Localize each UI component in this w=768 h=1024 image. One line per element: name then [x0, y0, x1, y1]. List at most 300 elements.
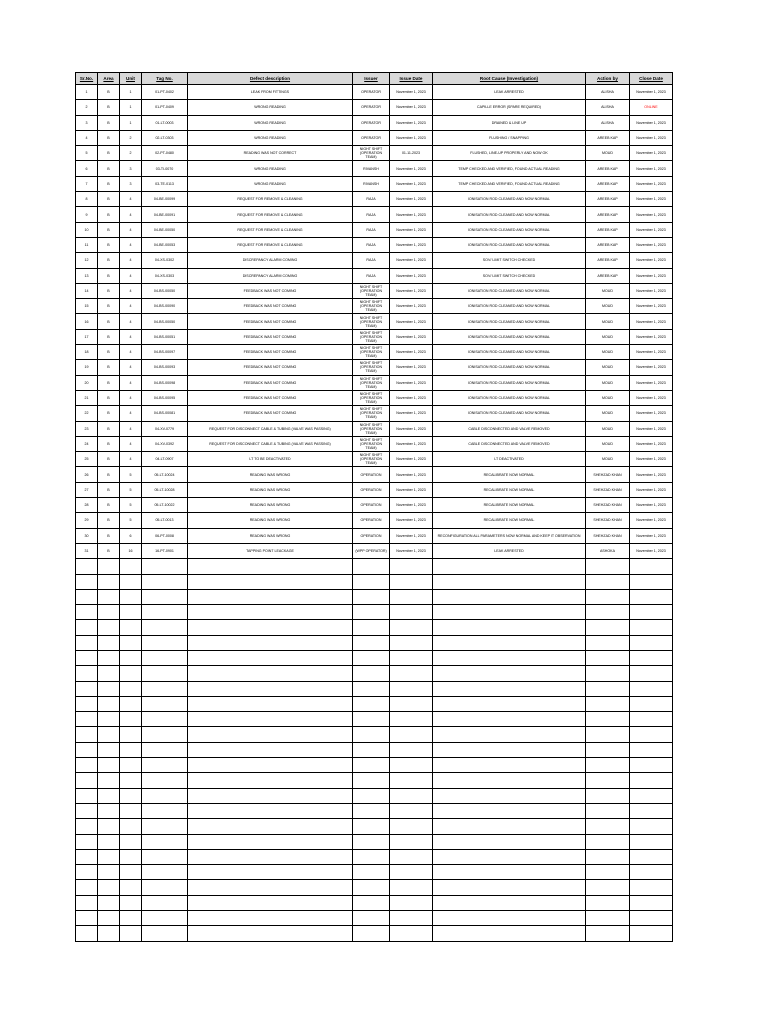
empty-cell[interactable]	[188, 849, 353, 864]
empty-cell[interactable]	[98, 880, 120, 895]
issue-date-cell[interactable]: November 1, 2023	[390, 375, 433, 390]
issuer-cell[interactable]: OPERATOR	[353, 100, 390, 115]
empty-cell[interactable]	[188, 635, 353, 650]
empty-cell[interactable]	[76, 758, 98, 773]
empty-cell[interactable]	[188, 666, 353, 681]
empty-cell[interactable]	[142, 834, 188, 849]
close-date-cell[interactable]: November 1, 2023	[630, 115, 673, 130]
defect-description-cell[interactable]: READING WAS NOT CORRECT	[188, 146, 353, 161]
empty-cell[interactable]	[98, 803, 120, 818]
issuer-cell[interactable]: OPERATOR	[353, 85, 390, 100]
defect-description-cell[interactable]: DISCREPANCY ALARM COMING	[188, 268, 353, 283]
empty-cell[interactable]	[353, 620, 390, 635]
area-cell[interactable]: B	[98, 192, 120, 207]
empty-cell[interactable]	[630, 849, 673, 864]
empty-cell[interactable]	[630, 742, 673, 757]
empty-cell[interactable]	[76, 589, 98, 604]
issue-date-cell[interactable]: November 1, 2023	[390, 467, 433, 482]
empty-cell[interactable]	[76, 681, 98, 696]
unit-cell[interactable]: 4	[120, 222, 142, 237]
empty-cell[interactable]	[353, 681, 390, 696]
action-by-cell[interactable]: AREEB KAP	[586, 192, 630, 207]
empty-cell[interactable]	[120, 650, 142, 665]
root-cause-cell[interactable]: LT DEACTIVATED	[433, 452, 586, 467]
area-cell[interactable]: B	[98, 543, 120, 558]
action-by-cell[interactable]: ALISHA	[586, 100, 630, 115]
empty-cell[interactable]	[188, 712, 353, 727]
root-cause-cell[interactable]: DRAINED & LINE UP	[433, 115, 586, 130]
issue-date-cell[interactable]: November 1, 2023	[390, 406, 433, 421]
empty-cell[interactable]	[120, 589, 142, 604]
empty-cell[interactable]	[142, 773, 188, 788]
action-by-cell[interactable]: SHEHZAD KHAN	[586, 467, 630, 482]
close-date-cell[interactable]: November 1, 2023	[630, 436, 673, 451]
empty-cell[interactable]	[98, 788, 120, 803]
sr-no-cell[interactable]: 19	[76, 360, 98, 375]
empty-cell[interactable]	[353, 849, 390, 864]
empty-cell[interactable]	[142, 880, 188, 895]
empty-cell[interactable]	[98, 849, 120, 864]
issue-date-cell[interactable]: November 1, 2023	[390, 161, 433, 176]
sr-no-cell[interactable]: 31	[76, 543, 98, 558]
empty-cell[interactable]	[188, 926, 353, 941]
empty-cell[interactable]	[120, 605, 142, 620]
area-cell[interactable]: B	[98, 115, 120, 130]
empty-cell[interactable]	[120, 758, 142, 773]
defect-description-cell[interactable]: WRONG READING	[188, 161, 353, 176]
empty-cell[interactable]	[76, 712, 98, 727]
issue-date-cell[interactable]: November 1, 2023	[390, 283, 433, 298]
tag-no-cell[interactable]: 04-BE-00050	[142, 222, 188, 237]
close-date-cell[interactable]: November 1, 2023	[630, 253, 673, 268]
empty-cell[interactable]	[390, 666, 433, 681]
empty-cell[interactable]	[353, 926, 390, 941]
empty-cell[interactable]	[98, 727, 120, 742]
empty-cell[interactable]	[98, 635, 120, 650]
empty-cell[interactable]	[353, 650, 390, 665]
tag-no-cell[interactable]: 02-PT-0480	[142, 146, 188, 161]
empty-cell[interactable]	[76, 773, 98, 788]
root-cause-cell[interactable]: IONISATION ROD CLEANED AND NOW NORMAL	[433, 375, 586, 390]
action-by-cell[interactable]: AREEB KAP	[586, 161, 630, 176]
empty-cell[interactable]	[98, 589, 120, 604]
tag-no-cell[interactable]: 04-BS-00051	[142, 329, 188, 344]
issue-date-cell[interactable]: November 1, 2023	[390, 192, 433, 207]
action-by-cell[interactable]: ASHOKA	[586, 543, 630, 558]
issue-date-cell[interactable]: November 1, 2023	[390, 253, 433, 268]
issuer-cell[interactable]: NIGHT SHIFT (OPERATION TEAM)	[353, 329, 390, 344]
issue-date-cell[interactable]: November 1, 2023	[390, 207, 433, 222]
empty-cell[interactable]	[630, 773, 673, 788]
empty-cell[interactable]	[142, 849, 188, 864]
empty-cell[interactable]	[586, 911, 630, 926]
action-by-cell[interactable]: MOUD	[586, 406, 630, 421]
empty-cell[interactable]	[188, 758, 353, 773]
empty-cell[interactable]	[390, 559, 433, 574]
empty-cell[interactable]	[630, 712, 673, 727]
unit-cell[interactable]: 4	[120, 237, 142, 252]
empty-cell[interactable]	[98, 895, 120, 910]
unit-cell[interactable]: 4	[120, 452, 142, 467]
empty-cell[interactable]	[142, 742, 188, 757]
root-cause-cell[interactable]: IONISATION ROD CLEANED AND NOW NORMAL	[433, 345, 586, 360]
close-date-cell[interactable]: November 1, 2023	[630, 360, 673, 375]
empty-cell[interactable]	[76, 926, 98, 941]
empty-cell[interactable]	[120, 895, 142, 910]
sr-no-cell[interactable]: 22	[76, 406, 98, 421]
empty-cell[interactable]	[98, 650, 120, 665]
empty-cell[interactable]	[390, 773, 433, 788]
empty-cell[interactable]	[76, 911, 98, 926]
tag-no-cell[interactable]: 04-BS-00098	[142, 375, 188, 390]
empty-cell[interactable]	[586, 635, 630, 650]
issue-date-cell[interactable]: 01-11-2023	[390, 146, 433, 161]
area-cell[interactable]: B	[98, 283, 120, 298]
action-by-cell[interactable]: MOUD	[586, 421, 630, 436]
empty-cell[interactable]	[76, 803, 98, 818]
issuer-cell[interactable]: NIGHT SHIFT (OPERATION TEAM)	[353, 375, 390, 390]
unit-cell[interactable]: 1	[120, 100, 142, 115]
unit-cell[interactable]: 1	[120, 85, 142, 100]
tag-no-cell[interactable]: 04-XS-0302	[142, 253, 188, 268]
defect-description-cell[interactable]: FEEDBACK WAS NOT COMING	[188, 345, 353, 360]
action-by-cell[interactable]: AREEB KAP	[586, 130, 630, 145]
empty-cell[interactable]	[390, 758, 433, 773]
empty-cell[interactable]	[76, 880, 98, 895]
action-by-cell[interactable]: MOUD	[586, 375, 630, 390]
empty-cell[interactable]	[142, 681, 188, 696]
col-header-action-by[interactable]: Action by	[586, 73, 630, 85]
sr-no-cell[interactable]: 20	[76, 375, 98, 390]
area-cell[interactable]: B	[98, 498, 120, 513]
empty-cell[interactable]	[586, 849, 630, 864]
sr-no-cell[interactable]: 2	[76, 100, 98, 115]
sr-no-cell[interactable]: 8	[76, 192, 98, 207]
empty-cell[interactable]	[98, 559, 120, 574]
issuer-cell[interactable]: NIGHT SHIFT (OPERATION TEAM)	[353, 146, 390, 161]
empty-cell[interactable]	[353, 605, 390, 620]
tag-no-cell[interactable]: 04-BS-00050	[142, 314, 188, 329]
empty-cell[interactable]	[188, 681, 353, 696]
issue-date-cell[interactable]: November 1, 2023	[390, 115, 433, 130]
tag-no-cell[interactable]: 04-LT-0907	[142, 452, 188, 467]
action-by-cell[interactable]: AREEB KAP	[586, 207, 630, 222]
empty-cell[interactable]	[120, 834, 142, 849]
empty-cell[interactable]	[353, 712, 390, 727]
area-cell[interactable]: B	[98, 253, 120, 268]
action-by-cell[interactable]: AREEB KAP	[586, 176, 630, 191]
empty-cell[interactable]	[188, 895, 353, 910]
tag-no-cell[interactable]: 04-XV-0392	[142, 436, 188, 451]
col-header-tag-no[interactable]: Tag No.	[142, 73, 188, 85]
unit-cell[interactable]: 6	[120, 528, 142, 543]
empty-cell[interactable]	[390, 742, 433, 757]
empty-cell[interactable]	[142, 666, 188, 681]
defect-description-cell[interactable]: WRONG READING	[188, 176, 353, 191]
empty-cell[interactable]	[353, 819, 390, 834]
root-cause-cell[interactable]: IONISATION ROD CLEANED AND NOW NORMAL	[433, 329, 586, 344]
sr-no-cell[interactable]: 26	[76, 467, 98, 482]
empty-cell[interactable]	[188, 803, 353, 818]
empty-cell[interactable]	[433, 880, 586, 895]
empty-cell[interactable]	[120, 635, 142, 650]
empty-cell[interactable]	[586, 819, 630, 834]
sr-no-cell[interactable]: 29	[76, 513, 98, 528]
tag-no-cell[interactable]: 04-BS-00081	[142, 406, 188, 421]
area-cell[interactable]: B	[98, 360, 120, 375]
area-cell[interactable]: B	[98, 482, 120, 497]
unit-cell[interactable]: 5	[120, 482, 142, 497]
area-cell[interactable]: B	[98, 85, 120, 100]
empty-cell[interactable]	[390, 589, 433, 604]
empty-cell[interactable]	[433, 803, 586, 818]
empty-cell[interactable]	[390, 926, 433, 941]
issue-date-cell[interactable]: November 1, 2023	[390, 329, 433, 344]
issue-date-cell[interactable]: November 1, 2023	[390, 436, 433, 451]
defect-description-cell[interactable]: REQUEST FOR REMOVE & CLEANING	[188, 237, 353, 252]
empty-cell[interactable]	[390, 880, 433, 895]
empty-cell[interactable]	[98, 712, 120, 727]
defect-description-cell[interactable]: REQUEST FOR REMOVE & CLEANING	[188, 222, 353, 237]
empty-cell[interactable]	[142, 819, 188, 834]
defect-description-cell[interactable]: WRONG READING	[188, 100, 353, 115]
close-date-cell[interactable]: November 1, 2023	[630, 498, 673, 513]
area-cell[interactable]: B	[98, 222, 120, 237]
empty-cell[interactable]	[142, 727, 188, 742]
defect-description-cell[interactable]: READING WAS WRONG	[188, 482, 353, 497]
close-date-cell[interactable]: November 1, 2023	[630, 482, 673, 497]
unit-cell[interactable]: 4	[120, 360, 142, 375]
empty-cell[interactable]	[390, 620, 433, 635]
empty-cell[interactable]	[76, 666, 98, 681]
empty-cell[interactable]	[353, 696, 390, 711]
root-cause-cell[interactable]: RECALIBRATE NOW NORMAL	[433, 513, 586, 528]
sr-no-cell[interactable]: 18	[76, 345, 98, 360]
empty-cell[interactable]	[76, 865, 98, 880]
empty-cell[interactable]	[120, 849, 142, 864]
tag-no-cell[interactable]: 05-LT-0013	[142, 513, 188, 528]
issue-date-cell[interactable]: November 1, 2023	[390, 130, 433, 145]
empty-cell[interactable]	[98, 742, 120, 757]
root-cause-cell[interactable]: CAPILLE ERROR (SPARE REQUIRED)	[433, 100, 586, 115]
sr-no-cell[interactable]: 24	[76, 436, 98, 451]
empty-cell[interactable]	[630, 819, 673, 834]
empty-cell[interactable]	[630, 574, 673, 589]
empty-cell[interactable]	[142, 650, 188, 665]
empty-cell[interactable]	[433, 574, 586, 589]
issuer-cell[interactable]: NIGHT SHIFT (OPERATION TEAM)	[353, 314, 390, 329]
empty-cell[interactable]	[188, 834, 353, 849]
area-cell[interactable]: B	[98, 436, 120, 451]
close-date-cell[interactable]: November 1, 2023	[630, 222, 673, 237]
unit-cell[interactable]: 4	[120, 421, 142, 436]
empty-cell[interactable]	[120, 620, 142, 635]
action-by-cell[interactable]: MOUD	[586, 452, 630, 467]
close-date-cell[interactable]: November 1, 2023	[630, 146, 673, 161]
empty-cell[interactable]	[586, 926, 630, 941]
defect-description-cell[interactable]: WRONG READING	[188, 115, 353, 130]
empty-cell[interactable]	[390, 849, 433, 864]
empty-cell[interactable]	[142, 712, 188, 727]
empty-cell[interactable]	[586, 559, 630, 574]
empty-cell[interactable]	[188, 650, 353, 665]
defect-description-cell[interactable]: DISCREPANCY ALARM COMING	[188, 253, 353, 268]
issuer-cell[interactable]: OPERATOR	[353, 115, 390, 130]
issue-date-cell[interactable]: November 1, 2023	[390, 452, 433, 467]
root-cause-cell[interactable]: SOV/ LIMIT SWITCH CHECKED	[433, 268, 586, 283]
tag-no-cell[interactable]: 05-LT-10024	[142, 467, 188, 482]
empty-cell[interactable]	[120, 681, 142, 696]
issue-date-cell[interactable]: November 1, 2023	[390, 482, 433, 497]
empty-cell[interactable]	[76, 819, 98, 834]
action-by-cell[interactable]: ALISHA	[586, 115, 630, 130]
empty-cell[interactable]	[353, 666, 390, 681]
root-cause-cell[interactable]: LEAK ARRESTED	[433, 543, 586, 558]
root-cause-cell[interactable]: SOV/ LIMIT SWITCH CHECKED	[433, 253, 586, 268]
issue-date-cell[interactable]: November 1, 2023	[390, 176, 433, 191]
empty-cell[interactable]	[433, 895, 586, 910]
empty-cell[interactable]	[188, 819, 353, 834]
empty-cell[interactable]	[142, 574, 188, 589]
empty-cell[interactable]	[353, 758, 390, 773]
sr-no-cell[interactable]: 17	[76, 329, 98, 344]
empty-cell[interactable]	[390, 635, 433, 650]
tag-no-cell[interactable]: 03-TE-0113	[142, 176, 188, 191]
empty-cell[interactable]	[98, 605, 120, 620]
issuer-cell[interactable]: OPERATION	[353, 482, 390, 497]
empty-cell[interactable]	[630, 620, 673, 635]
empty-cell[interactable]	[142, 926, 188, 941]
empty-cell[interactable]	[98, 773, 120, 788]
empty-cell[interactable]	[120, 574, 142, 589]
sr-no-cell[interactable]: 21	[76, 390, 98, 405]
empty-cell[interactable]	[390, 911, 433, 926]
close-date-cell[interactable]: November 1, 2023	[630, 390, 673, 405]
empty-cell[interactable]	[630, 834, 673, 849]
empty-cell[interactable]	[433, 666, 586, 681]
empty-cell[interactable]	[433, 681, 586, 696]
empty-cell[interactable]	[120, 742, 142, 757]
defect-description-cell[interactable]: FEEDBACK WAS NOT COMING	[188, 360, 353, 375]
empty-cell[interactable]	[630, 635, 673, 650]
empty-cell[interactable]	[188, 605, 353, 620]
area-cell[interactable]: B	[98, 467, 120, 482]
empty-cell[interactable]	[433, 589, 586, 604]
empty-cell[interactable]	[142, 758, 188, 773]
empty-cell[interactable]	[142, 865, 188, 880]
issue-date-cell[interactable]: November 1, 2023	[390, 421, 433, 436]
tag-no-cell[interactable]: 05-LT-10022	[142, 498, 188, 513]
empty-cell[interactable]	[76, 895, 98, 910]
sr-no-cell[interactable]: 12	[76, 253, 98, 268]
empty-cell[interactable]	[390, 803, 433, 818]
empty-cell[interactable]	[98, 620, 120, 635]
empty-cell[interactable]	[142, 605, 188, 620]
empty-cell[interactable]	[120, 911, 142, 926]
empty-cell[interactable]	[586, 865, 630, 880]
sr-no-cell[interactable]: 28	[76, 498, 98, 513]
empty-cell[interactable]	[98, 926, 120, 941]
empty-cell[interactable]	[390, 650, 433, 665]
issuer-cell[interactable]: RAJA	[353, 222, 390, 237]
empty-cell[interactable]	[353, 635, 390, 650]
empty-cell[interactable]	[76, 834, 98, 849]
close-date-cell[interactable]: November 1, 2023	[630, 528, 673, 543]
issuer-cell[interactable]: (WPP OPERATOR)	[353, 543, 390, 558]
close-date-cell[interactable]: November 1, 2023	[630, 452, 673, 467]
empty-cell[interactable]	[586, 773, 630, 788]
tag-no-cell[interactable]: 04-BE-00099	[142, 192, 188, 207]
empty-cell[interactable]	[433, 620, 586, 635]
root-cause-cell[interactable]: CABLE DISCONNECTED AND VALVE REMOVED	[433, 436, 586, 451]
tag-no-cell[interactable]: 04-XS-0303	[142, 268, 188, 283]
tag-no-cell[interactable]: 01-LT-0003	[142, 115, 188, 130]
tag-no-cell[interactable]: 04-BE-00091	[142, 207, 188, 222]
empty-cell[interactable]	[353, 773, 390, 788]
unit-cell[interactable]: 4	[120, 268, 142, 283]
empty-cell[interactable]	[630, 589, 673, 604]
empty-cell[interactable]	[76, 605, 98, 620]
root-cause-cell[interactable]: IONISATION ROD CLEANED AND NOW NORMAL	[433, 237, 586, 252]
tag-no-cell[interactable]: 06-PT-0008	[142, 528, 188, 543]
unit-cell[interactable]: 16	[120, 543, 142, 558]
issue-date-cell[interactable]: November 1, 2023	[390, 543, 433, 558]
issue-date-cell[interactable]: November 1, 2023	[390, 390, 433, 405]
defect-description-cell[interactable]: TAPPING POINT LEACKAGE	[188, 543, 353, 558]
tag-no-cell[interactable]: 02-LT-0303	[142, 130, 188, 145]
issue-date-cell[interactable]: November 1, 2023	[390, 513, 433, 528]
empty-cell[interactable]	[390, 865, 433, 880]
area-cell[interactable]: B	[98, 268, 120, 283]
defect-description-cell[interactable]: READING WAS WRONG	[188, 467, 353, 482]
empty-cell[interactable]	[586, 742, 630, 757]
issuer-cell[interactable]: RIVANSH	[353, 161, 390, 176]
close-date-cell[interactable]: November 1, 2023	[630, 207, 673, 222]
unit-cell[interactable]: 4	[120, 436, 142, 451]
tag-no-cell[interactable]: 04-BS-00050	[142, 283, 188, 298]
issuer-cell[interactable]: RIVANSH	[353, 176, 390, 191]
empty-cell[interactable]	[353, 742, 390, 757]
empty-cell[interactable]	[76, 574, 98, 589]
issuer-cell[interactable]: NIGHT SHIFT (OPERATION TEAM)	[353, 390, 390, 405]
issuer-cell[interactable]: NIGHT SHIFT (OPERATION TEAM)	[353, 406, 390, 421]
empty-cell[interactable]	[188, 589, 353, 604]
empty-cell[interactable]	[120, 865, 142, 880]
empty-cell[interactable]	[120, 803, 142, 818]
unit-cell[interactable]: 2	[120, 130, 142, 145]
sr-no-cell[interactable]: 5	[76, 146, 98, 161]
empty-cell[interactable]	[188, 788, 353, 803]
empty-cell[interactable]	[630, 926, 673, 941]
defect-description-cell[interactable]: FEEDBACK WAS NOT COMING	[188, 329, 353, 344]
empty-cell[interactable]	[76, 742, 98, 757]
defect-description-cell[interactable]: FEEDBACK WAS NOT COMING	[188, 390, 353, 405]
empty-cell[interactable]	[433, 712, 586, 727]
root-cause-cell[interactable]: LEAK ARRESTED	[433, 85, 586, 100]
issuer-cell[interactable]: RAJA	[353, 192, 390, 207]
empty-cell[interactable]	[98, 681, 120, 696]
empty-cell[interactable]	[630, 681, 673, 696]
empty-cell[interactable]	[586, 803, 630, 818]
empty-cell[interactable]	[120, 712, 142, 727]
empty-cell[interactable]	[586, 788, 630, 803]
close-date-cell[interactable]: November 1, 2023	[630, 299, 673, 314]
empty-cell[interactable]	[142, 559, 188, 574]
empty-cell[interactable]	[98, 666, 120, 681]
close-date-cell[interactable]: November 1, 2023	[630, 192, 673, 207]
action-by-cell[interactable]: SHEHZAD KHAN	[586, 513, 630, 528]
action-by-cell[interactable]: MOUD	[586, 436, 630, 451]
